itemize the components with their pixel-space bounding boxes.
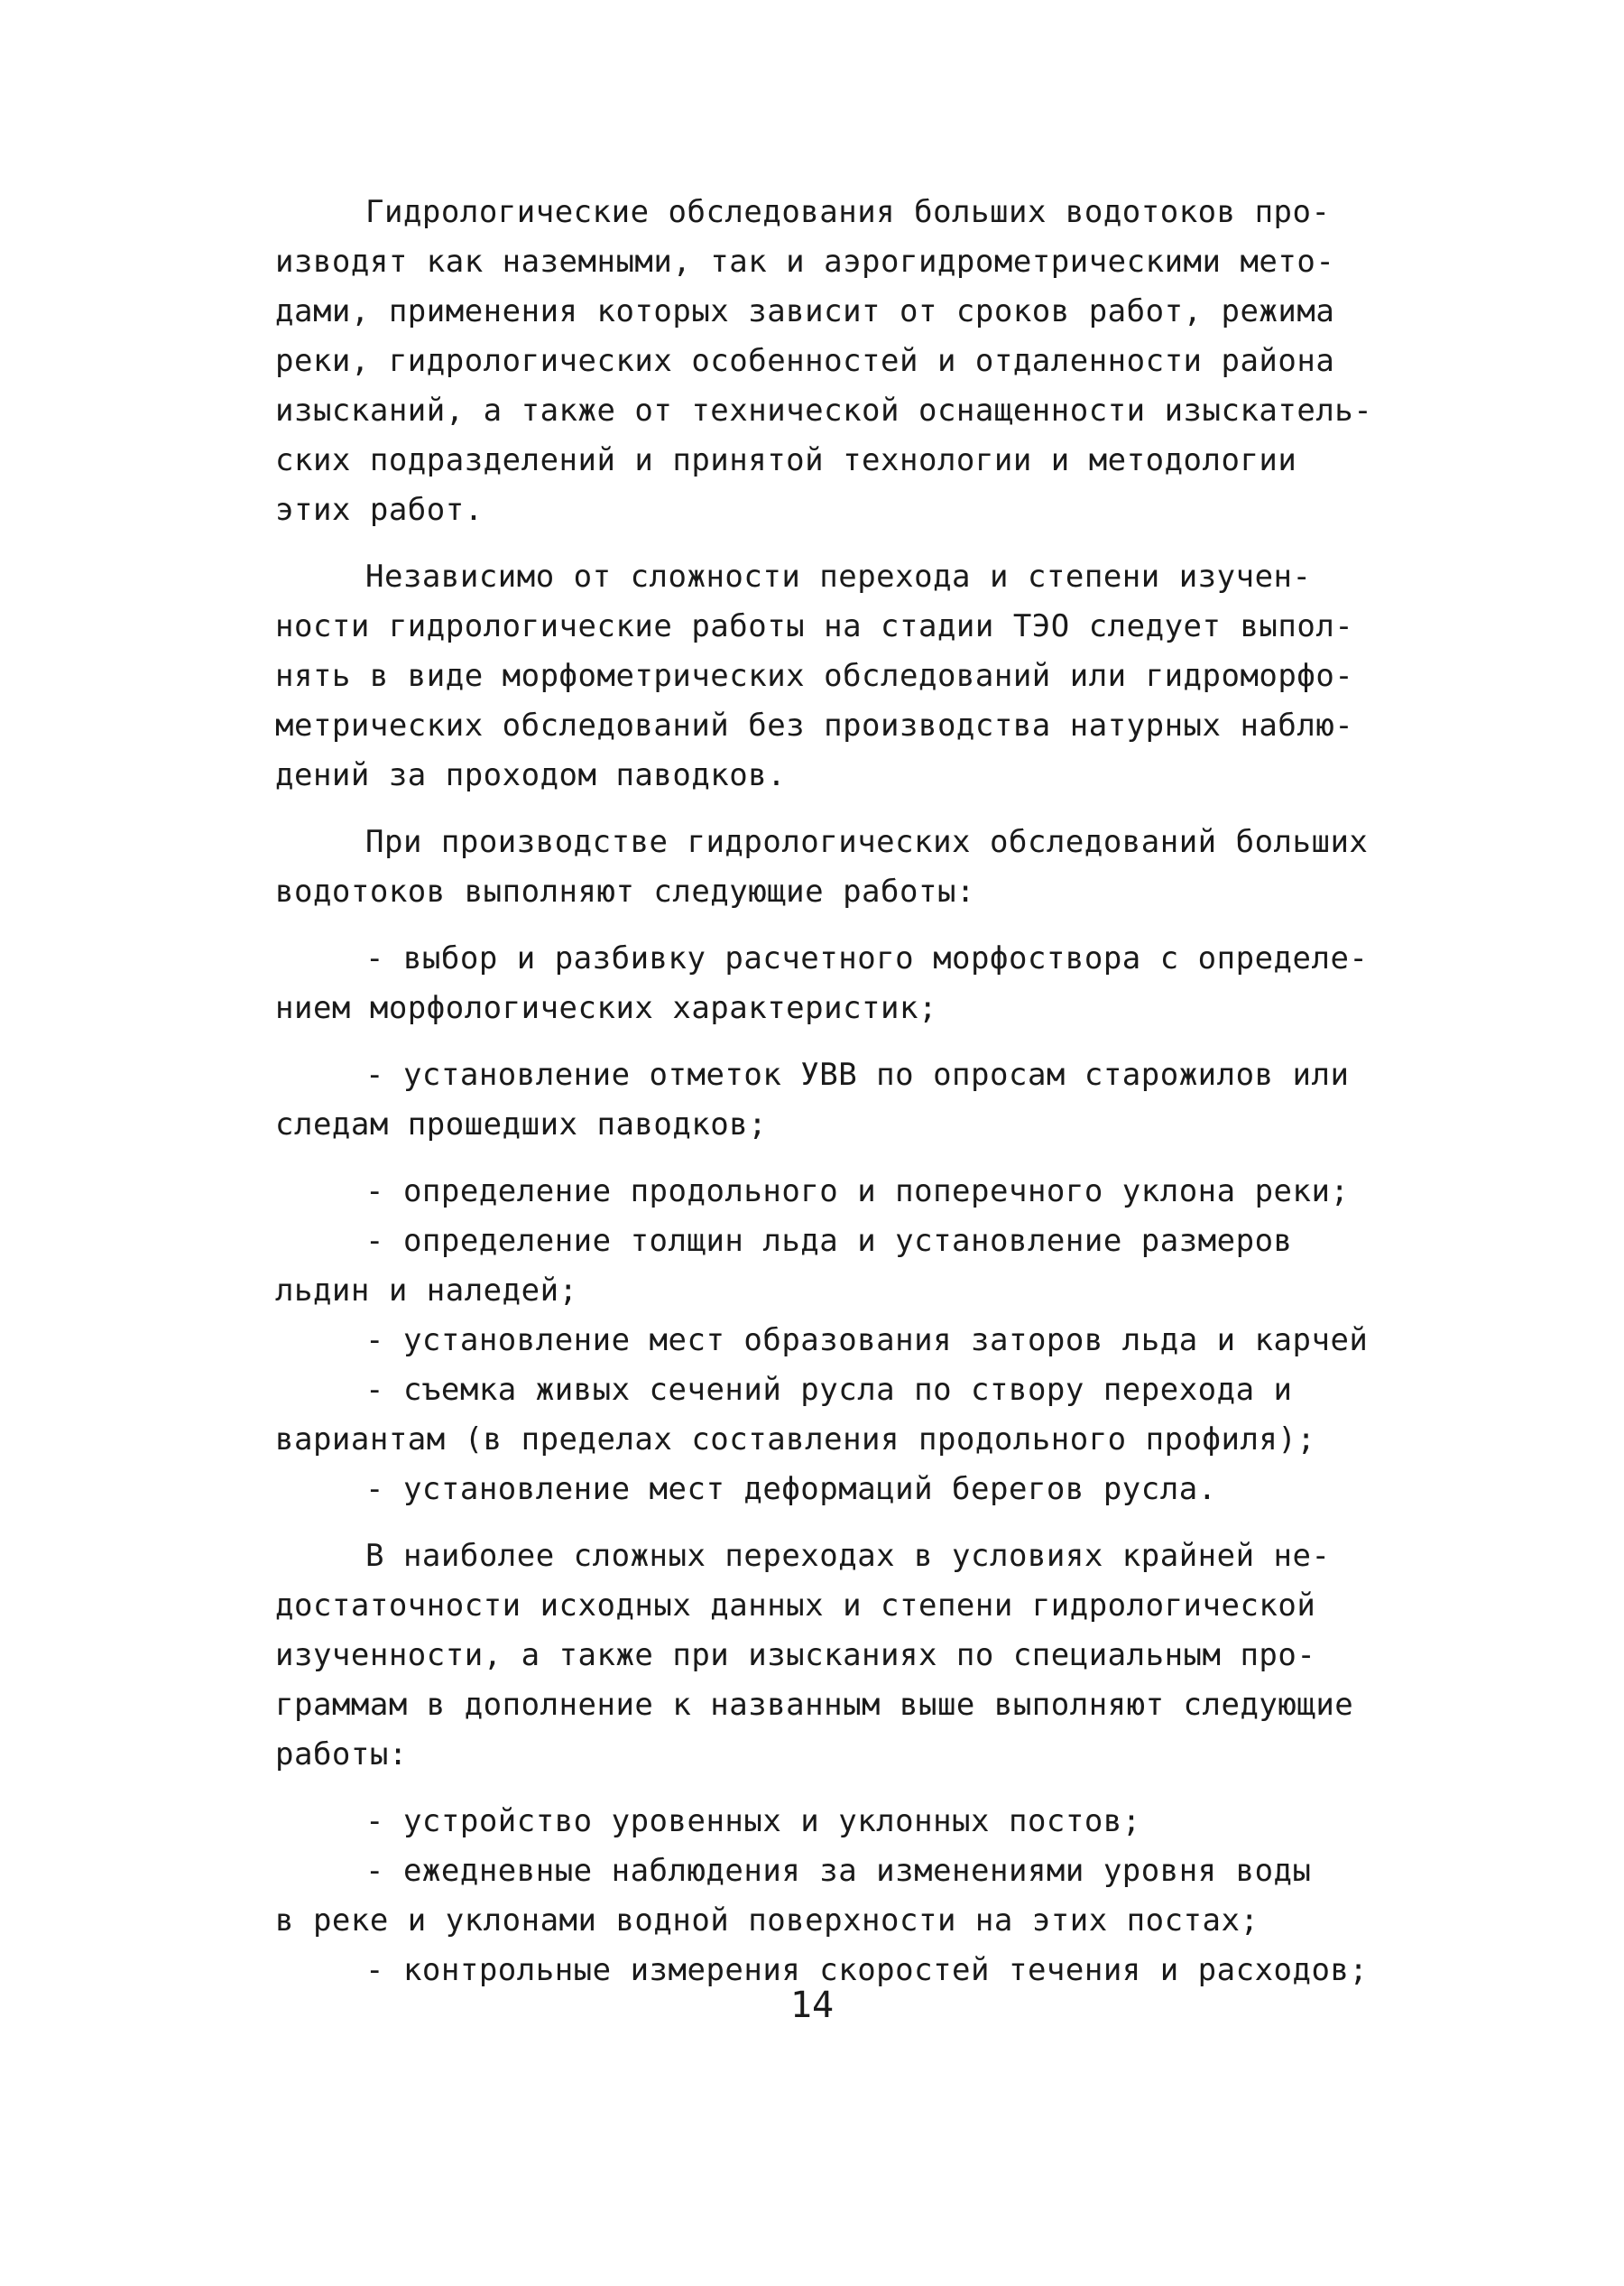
text-line: ских подразделений и принятой технологии и методологии <box>275 442 1297 478</box>
list-item: - выбор и разбивку расчетного морфоствора с определе- <box>365 940 1369 976</box>
text-line: следам прошедших паводков; <box>275 1106 768 1143</box>
list-item: - съемка живых сечений русла по створу перехода и <box>365 1372 1293 1408</box>
text-line: реки, гидрологических особенностей и отдаленности района <box>275 343 1335 379</box>
text-line: нием морфологических характеристик; <box>275 990 937 1026</box>
text-line: вариантам (в пределах составления продольного профиля); <box>275 1421 1316 1458</box>
text-line: нять в виде морфометрических обследований или гидроморфо- <box>275 658 1354 694</box>
list-item: - ежедневные наблюдения за изменениями уровня воды <box>365 1853 1312 1889</box>
page-number: 14 <box>789 1985 835 2026</box>
text-line: Независимо от сложности перехода и степени изучен- <box>365 559 1312 595</box>
text-line: дами, применения которых зависит от сроков работ, режима <box>275 293 1335 329</box>
text-line: Гидрологические обследования больших водотоков про- <box>365 194 1331 230</box>
text-line: достаточности исходных данных и степени гидрологической <box>275 1587 1316 1624</box>
list-item: - контрольные измерения скоростей течения и расходов; <box>365 1952 1369 1988</box>
text-line: В наиболее сложных переходах в условиях крайней не- <box>365 1538 1331 1574</box>
list-item: - устройство уровенных и уклонных постов; <box>365 1803 1141 1839</box>
text-line: дений за проходом паводков. <box>275 757 787 793</box>
list-item: - установление отметок УВВ по опросам старожилов или <box>365 1057 1350 1093</box>
body-text <box>275 188 1394 1995</box>
list-item: - определение толщин льда и установление размеров <box>365 1223 1293 1259</box>
text-line: метрических обследований без производства натурных наблю- <box>275 708 1354 744</box>
text-line: При производстве гидрологических обследований больших <box>365 824 1369 860</box>
text-line: этих работ. <box>275 492 484 528</box>
text-line: в реке и уклонами водной поверхности на этих постах; <box>275 1902 1260 1939</box>
text-line: водотоков выполняют следующие работы: <box>275 874 975 910</box>
list-item: - установление мест образования заторов льда и карчей <box>365 1322 1369 1358</box>
text-line: изученности, а также при изысканиях по специальным про- <box>275 1637 1316 1673</box>
list-item: - установление мест деформаций берегов русла. <box>365 1471 1217 1507</box>
text-line: граммам в дополнение к названным выше выполняют следующие <box>275 1687 1354 1723</box>
text-line: льдин и наледей; <box>275 1273 578 1309</box>
text-line: ности гидрологические работы на стадии ТЭО следует выпол- <box>275 608 1354 644</box>
text-line: работы: <box>275 1736 408 1772</box>
text-line: изводят как наземными, так и аэрогидрометрическими мето- <box>275 244 1335 280</box>
text-line: изысканий, а также от технической оснащенности изыскатель- <box>275 393 1373 429</box>
list-item: - определение продольного и поперечного уклона реки; <box>365 1173 1350 1209</box>
